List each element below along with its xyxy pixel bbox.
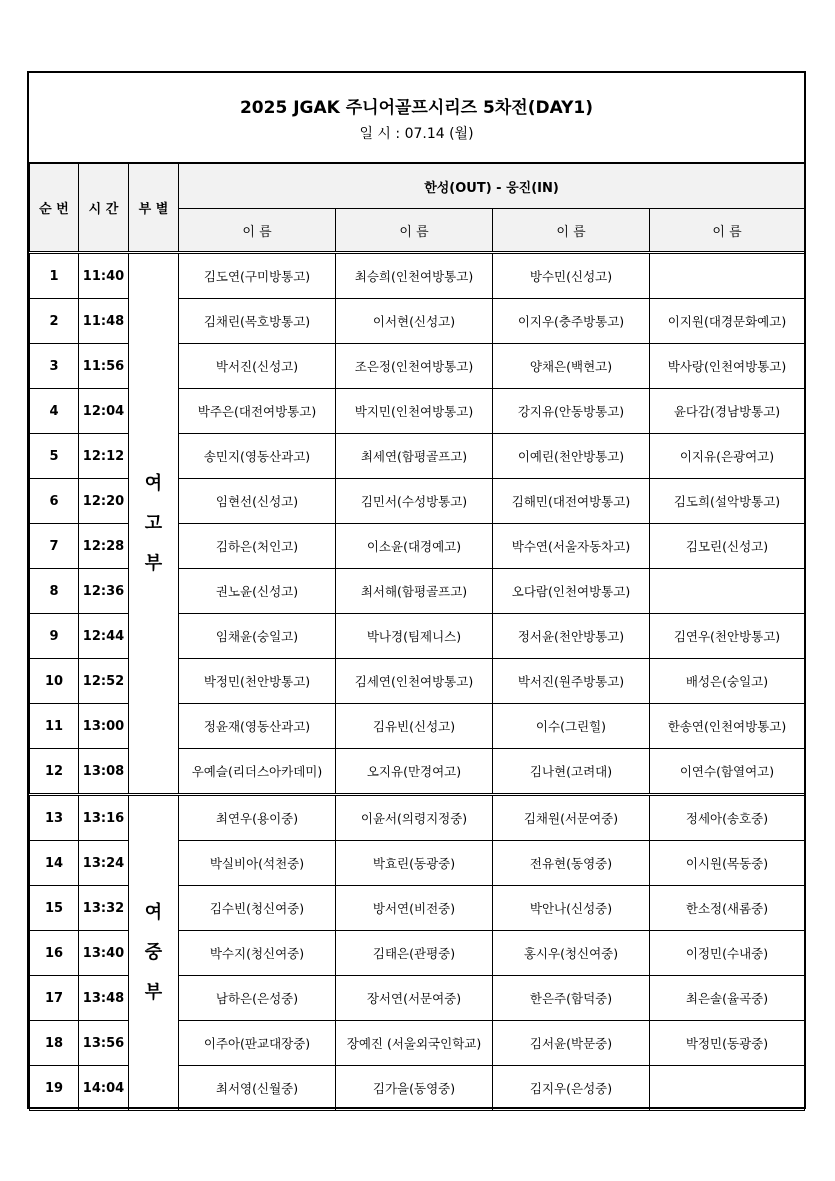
player-cell: 김민서(수성방통고) xyxy=(336,479,493,524)
player-cell: 우예슬(리더스아카데미) xyxy=(179,749,336,795)
player-cell: 이예린(천안방통고) xyxy=(493,434,650,479)
tee-time-table xyxy=(29,163,805,1111)
player-cell: 남하은(은성중) xyxy=(179,976,336,1021)
player-cell: 이지우(충주방통고) xyxy=(493,299,650,344)
player-cell: 이연수(함열여고) xyxy=(650,749,805,795)
player-cell: 김모린(신성고) xyxy=(650,524,805,569)
tee-time: 12:36 xyxy=(79,569,129,614)
tee-time: 12:12 xyxy=(79,434,129,479)
player-cell: 방수민(신성고) xyxy=(493,253,650,299)
player-cell: 김가을(동영중) xyxy=(336,1066,493,1111)
player-cell: 양채은(백현고) xyxy=(493,344,650,389)
header-order: 순 번 xyxy=(30,164,79,253)
player-cell xyxy=(650,569,805,614)
division-char: 여 xyxy=(144,472,163,494)
player-cell xyxy=(650,253,805,299)
player-cell: 정서윤(천안방통고) xyxy=(493,614,650,659)
header-course: 한성(OUT) - 웅진(IN) xyxy=(179,164,805,209)
order-number: 6 xyxy=(30,479,79,524)
player-cell: 강지유(안동방통고) xyxy=(493,389,650,434)
order-number: 8 xyxy=(30,569,79,614)
order-number: 7 xyxy=(30,524,79,569)
player-cell: 최서영(신월중) xyxy=(179,1066,336,1111)
player-cell: 조은정(인천여방통고) xyxy=(336,344,493,389)
division-char: 부 xyxy=(144,552,163,574)
player-cell: 박정민(천안방통고) xyxy=(179,659,336,704)
player-cell: 박수지(청신여중) xyxy=(179,931,336,976)
player-cell: 전유현(동영중) xyxy=(493,841,650,886)
player-cell: 김도연(구미방통고) xyxy=(179,253,336,299)
player-cell: 정세아(송호중) xyxy=(650,795,805,841)
player-cell xyxy=(650,1066,805,1111)
player-cell: 이지원(대경문화예고) xyxy=(650,299,805,344)
header-name-2: 이 름 xyxy=(336,209,493,253)
header-time: 시 간 xyxy=(79,164,129,253)
tee-time: 11:48 xyxy=(79,299,129,344)
player-cell: 최연우(용이중) xyxy=(179,795,336,841)
tee-time: 11:40 xyxy=(79,253,129,299)
player-cell: 장서연(서문여중) xyxy=(336,976,493,1021)
player-cell: 이소윤(대경예고) xyxy=(336,524,493,569)
player-cell: 박수연(서울자동차고) xyxy=(493,524,650,569)
tee-time: 13:24 xyxy=(79,841,129,886)
player-cell: 박효린(동광중) xyxy=(336,841,493,886)
title-block xyxy=(29,73,804,163)
player-cell: 김해민(대전여방통고) xyxy=(493,479,650,524)
order-number: 13 xyxy=(30,795,79,841)
tee-time: 13:32 xyxy=(79,886,129,931)
order-number: 1 xyxy=(30,253,79,299)
player-cell: 김지우(은성중) xyxy=(493,1066,650,1111)
division-char: 여 xyxy=(144,902,163,923)
order-number: 9 xyxy=(30,614,79,659)
header-name-3: 이 름 xyxy=(493,209,650,253)
player-cell: 장예진 (서울외국인학교) xyxy=(336,1021,493,1066)
tee-time: 12:04 xyxy=(79,389,129,434)
player-cell: 최승희(인천여방통고) xyxy=(336,253,493,299)
player-cell: 박지민(인천여방통고) xyxy=(336,389,493,434)
tee-time: 12:28 xyxy=(79,524,129,569)
tee-time-sheet xyxy=(27,71,806,1109)
tee-time: 11:56 xyxy=(79,344,129,389)
player-cell: 박실비아(석천중) xyxy=(179,841,336,886)
player-cell: 오지유(만경여고) xyxy=(336,749,493,795)
player-cell: 이윤서(의령지정중) xyxy=(336,795,493,841)
order-number: 4 xyxy=(30,389,79,434)
order-number: 2 xyxy=(30,299,79,344)
tee-time: 12:20 xyxy=(79,479,129,524)
player-cell: 박나경(팀제니스) xyxy=(336,614,493,659)
tee-time: 13:48 xyxy=(79,976,129,1021)
tee-time: 13:56 xyxy=(79,1021,129,1066)
tee-time: 13:00 xyxy=(79,704,129,749)
player-cell: 이시원(목동중) xyxy=(650,841,805,886)
player-cell: 한송연(인천여방통고) xyxy=(650,704,805,749)
player-cell: 김채린(목호방통고) xyxy=(179,299,336,344)
order-number: 18 xyxy=(30,1021,79,1066)
player-cell: 김채원(서문여중) xyxy=(493,795,650,841)
player-cell: 김세연(인천여방통고) xyxy=(336,659,493,704)
division-label xyxy=(129,795,179,1111)
division-label xyxy=(129,253,179,795)
player-cell: 한소정(새롬중) xyxy=(650,886,805,931)
tee-time: 13:08 xyxy=(79,749,129,795)
division-char: 부 xyxy=(144,982,163,1003)
player-cell: 오다람(인천여방통고) xyxy=(493,569,650,614)
player-cell: 김연우(천안방통고) xyxy=(650,614,805,659)
order-number: 19 xyxy=(30,1066,79,1111)
player-cell: 김유빈(신성고) xyxy=(336,704,493,749)
table-body xyxy=(30,253,805,1111)
header-name-4: 이 름 xyxy=(650,209,805,253)
tee-time: 12:44 xyxy=(79,614,129,659)
player-cell: 정윤재(영동산과고) xyxy=(179,704,336,749)
player-cell: 홍시우(청신여중) xyxy=(493,931,650,976)
player-cell: 한은주(함덕중) xyxy=(493,976,650,1021)
player-cell: 최서해(함평골프고) xyxy=(336,569,493,614)
table-row xyxy=(30,253,805,299)
order-number: 3 xyxy=(30,344,79,389)
division-char: 중 xyxy=(144,942,163,963)
player-cell: 최세연(함평골프고) xyxy=(336,434,493,479)
page-title: 2025 JGAK 주니어골프시리즈 5차전(DAY1) xyxy=(239,98,594,118)
event-date: 일 시 : 07.14 (월) xyxy=(359,126,474,142)
player-cell: 최은솔(율곡중) xyxy=(650,976,805,1021)
order-number: 12 xyxy=(30,749,79,795)
header-division: 부 별 xyxy=(129,164,179,253)
player-cell: 박사랑(인천여방통고) xyxy=(650,344,805,389)
player-cell: 김도희(설악방통고) xyxy=(650,479,805,524)
table-row xyxy=(30,795,805,841)
player-cell: 이정민(수내중) xyxy=(650,931,805,976)
order-number: 15 xyxy=(30,886,79,931)
player-cell: 박서진(신성고) xyxy=(179,344,336,389)
order-number: 14 xyxy=(30,841,79,886)
order-number: 5 xyxy=(30,434,79,479)
player-cell: 권노윤(신성고) xyxy=(179,569,336,614)
player-cell: 이서현(신성고) xyxy=(336,299,493,344)
header-name-1: 이 름 xyxy=(179,209,336,253)
player-cell: 이지유(은광여고) xyxy=(650,434,805,479)
tee-time: 12:52 xyxy=(79,659,129,704)
player-cell: 김서윤(박문중) xyxy=(493,1021,650,1066)
player-cell: 이수(그린힐) xyxy=(493,704,650,749)
player-cell: 김수빈(청신여중) xyxy=(179,886,336,931)
player-cell: 김나현(고려대) xyxy=(493,749,650,795)
player-cell: 윤다감(경남방통고) xyxy=(650,389,805,434)
player-cell: 박정민(동광중) xyxy=(650,1021,805,1066)
player-cell: 김하은(처인고) xyxy=(179,524,336,569)
tee-time: 13:16 xyxy=(79,795,129,841)
order-number: 11 xyxy=(30,704,79,749)
player-cell: 박서진(원주방통고) xyxy=(493,659,650,704)
order-number: 16 xyxy=(30,931,79,976)
tee-time: 14:04 xyxy=(79,1066,129,1111)
player-cell: 배성은(숭일고) xyxy=(650,659,805,704)
order-number: 17 xyxy=(30,976,79,1021)
player-cell: 임채윤(숭일고) xyxy=(179,614,336,659)
player-cell: 박안나(신성중) xyxy=(493,886,650,931)
tee-time: 13:40 xyxy=(79,931,129,976)
player-cell: 송민지(영동산과고) xyxy=(179,434,336,479)
division-char: 고 xyxy=(144,512,163,534)
player-cell: 임현선(신성고) xyxy=(179,479,336,524)
player-cell: 방서연(비전중) xyxy=(336,886,493,931)
player-cell: 이주아(판교대장중) xyxy=(179,1021,336,1066)
player-cell: 김태은(관평중) xyxy=(336,931,493,976)
order-number: 10 xyxy=(30,659,79,704)
player-cell: 박주은(대전여방통고) xyxy=(179,389,336,434)
